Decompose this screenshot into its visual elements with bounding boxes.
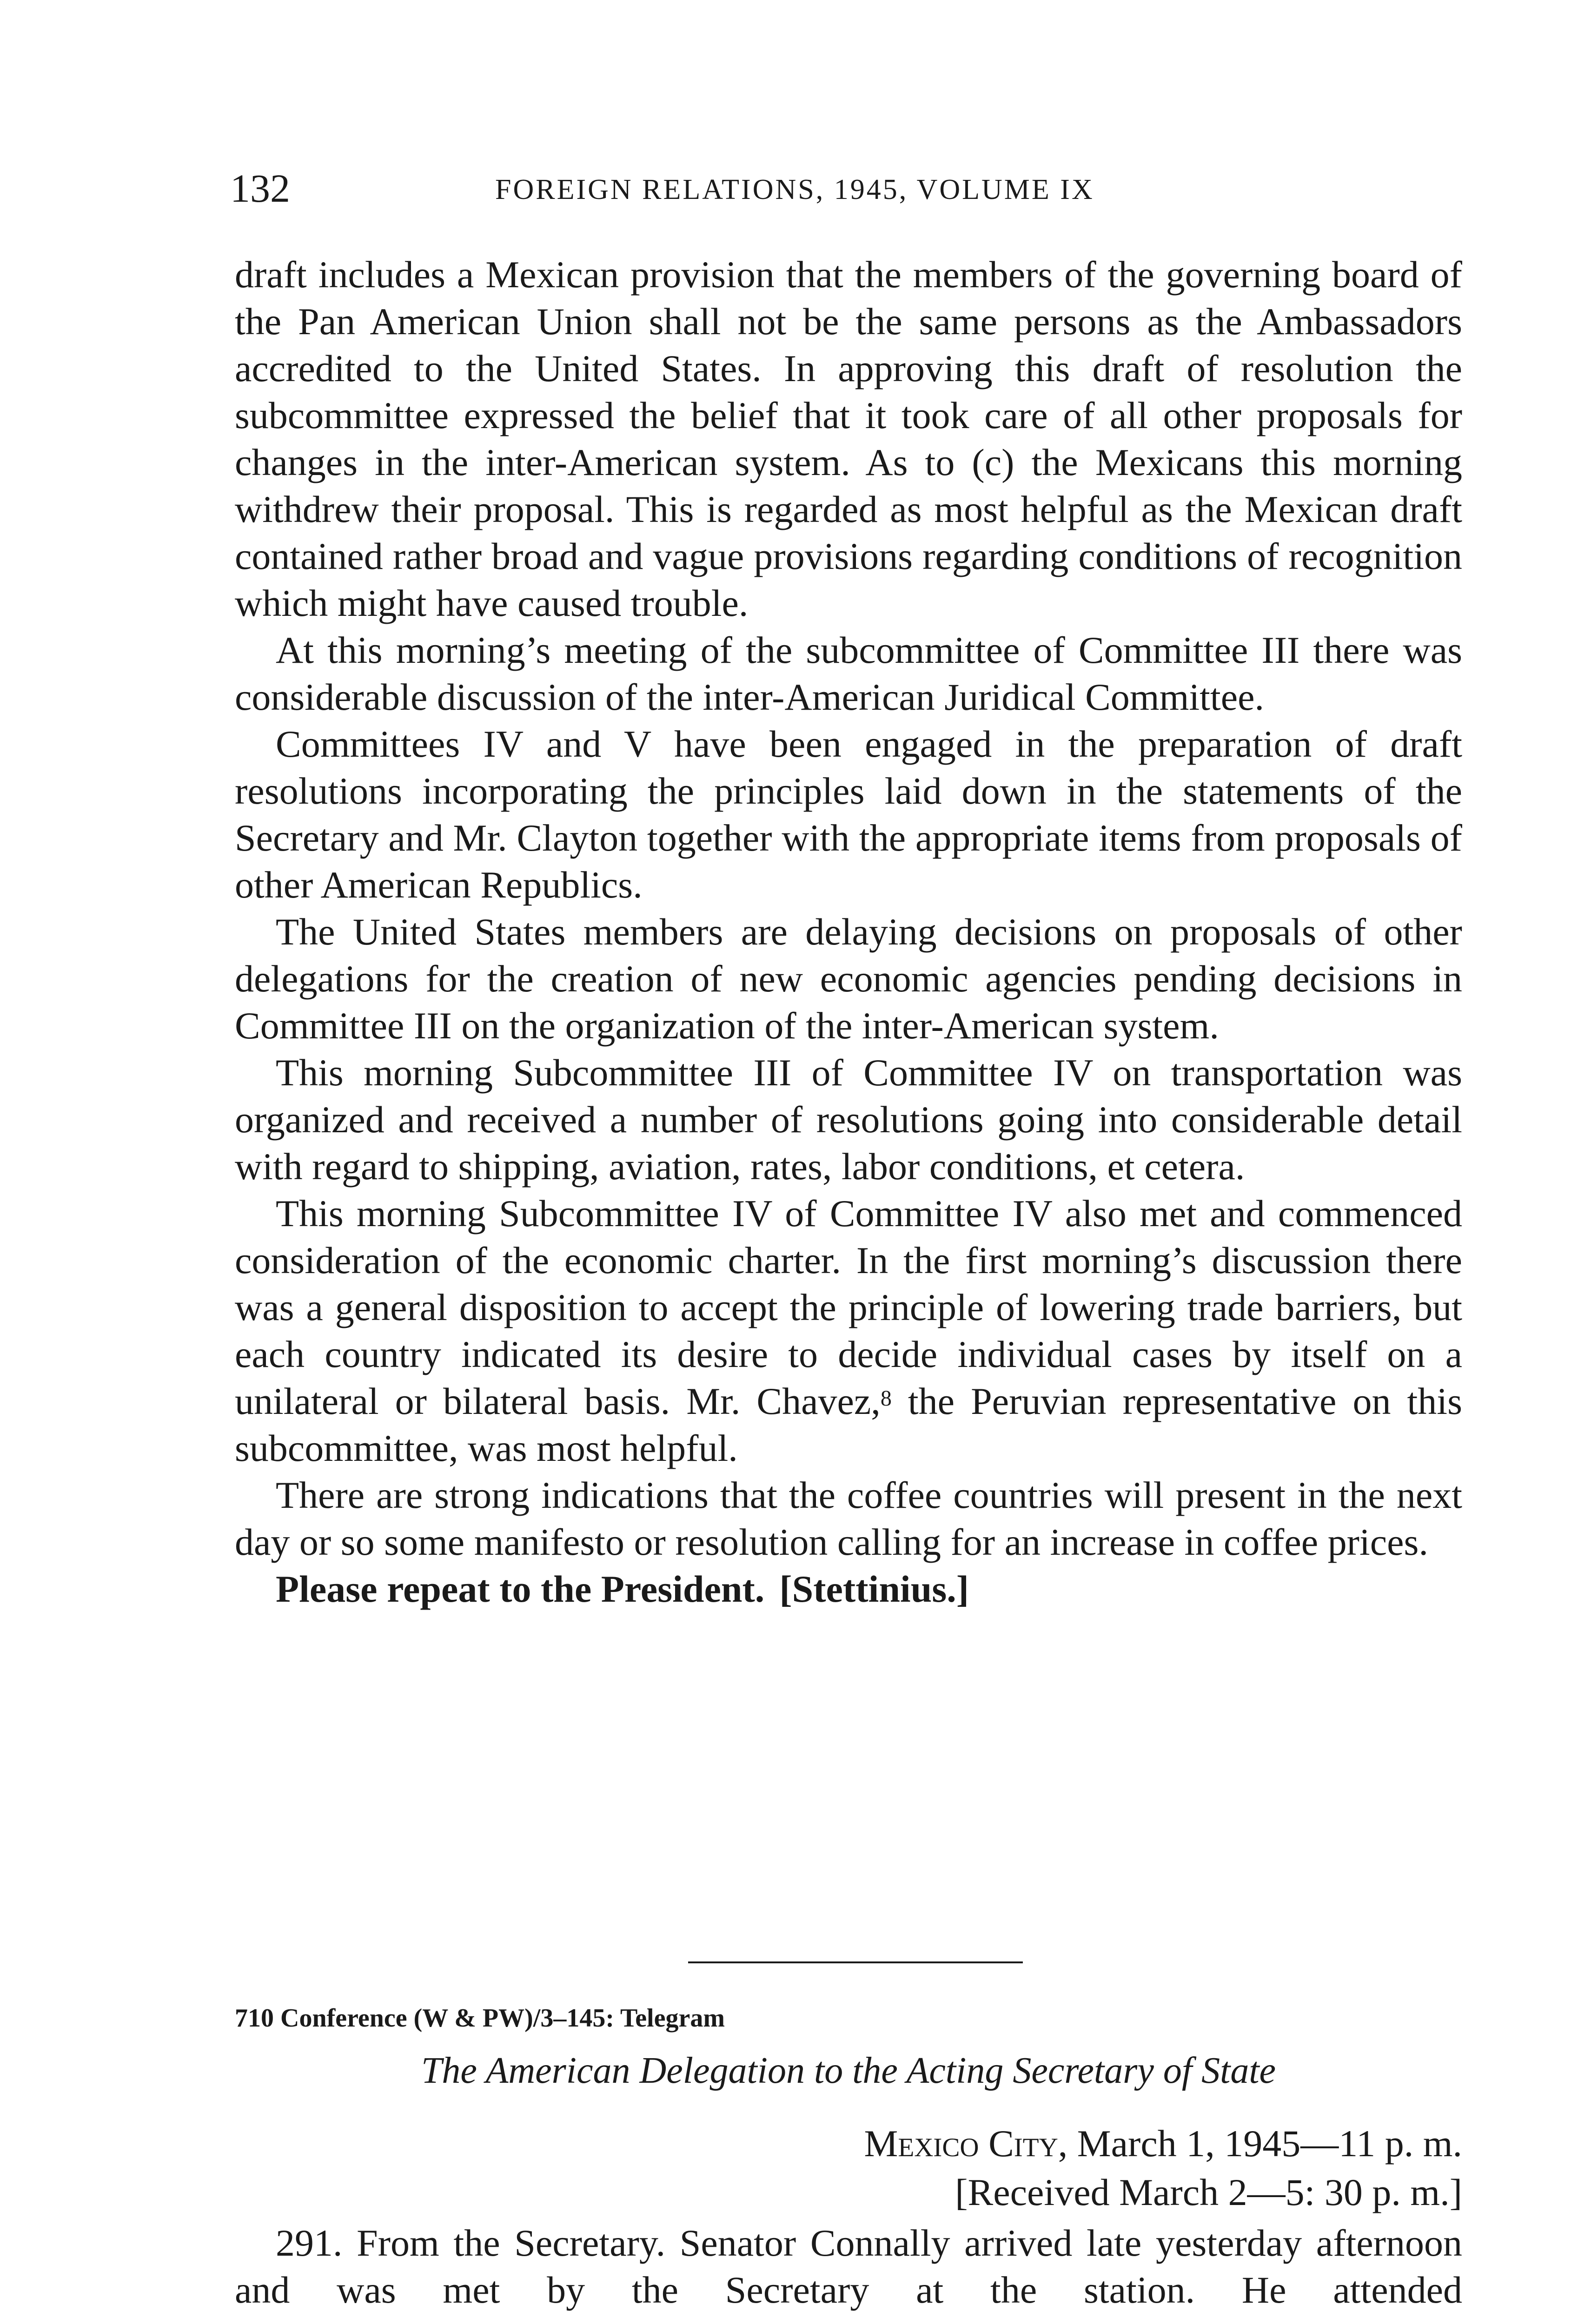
document-reference: 710 Conference (W & PW)/3–145: Telegram <box>235 2004 725 2033</box>
body-text <box>235 251 1462 1612</box>
paragraph-juridical-committee: At this morning’s meeting of the subcommittee of Committee III there was considerable discussion of the inter-American Juridical Committee. <box>235 629 1462 718</box>
paragraph-economic-charter <box>235 1190 1462 1472</box>
message-paragraph: 291. From the Secretary. Senator Connally arrived late yesterday afternoon and was met by the Secretary at the station. He attended <box>235 2222 1462 2311</box>
dateline-place: Mexico City, <box>864 2122 1068 2165</box>
page-number: 132 <box>230 166 290 211</box>
closing-line <box>235 1565 1462 1612</box>
running-title: FOREIGN RELATIONS, 1945, VOLUME IX <box>495 174 1094 205</box>
paragraph-coffee-prices: There are strong indications that the coffee countries will present in the next day or so some manifesto or resolution calling for an increase in coffee prices. <box>235 1474 1462 1563</box>
paragraph-continued: draft includes a Mexican provision that the members of the governing board of the Pan American Union shall not be the same persons as the Ambassadors accredited to the United States. In approving this draft of resolution the subcommittee expressed the belief that it took care of all other proposals for changes in the inter-American system. As to (c) the Mexicans this morning withdrew their proposal. This is regarded as most helpful as the Mexican draft contained rather broad and vague provisions regarding conditions of recognition which might have caused trouble. <box>235 253 1462 624</box>
received-line: [Received March 2—5: 30 p. m.] <box>955 2171 1462 2213</box>
running-head <box>230 165 1472 221</box>
document-heading: The American Delegation to the Acting Secretary of State <box>421 2050 1276 2091</box>
paragraph-transportation: This morning Subcommittee III of Committee IV on transportation was organized and received a number of resolutions going into considerable detail with regard to shipping, aviation, rates, labor conditions, et cetera. <box>235 1051 1462 1188</box>
economic-charter-text-end: the Peruvian representative on this subcommittee, was most helpful. <box>235 1380 1462 1469</box>
dateline <box>235 2122 1462 2166</box>
message-text <box>235 2219 1462 2313</box>
signature: [Stettinius.] <box>779 1568 969 1610</box>
paragraph-committees-iv-v: Committees IV and V have been engaged in the preparation of draft resolutions incorporating the principles laid down in the statements of the Secretary and Mr. Clayton together with the appropriate items from proposals of other American Republics. <box>235 723 1462 906</box>
economic-charter-text: This morning Subcommittee IV of Committee IV also met and commenced consideration of the economic charter. In the first morning’s discussion there was a general disposition to accept the principle of lowering trade barriers, but each country indicated its desire to decide individual cases by itself on a unilateral or bilateral basis. Mr. Chavez, <box>235 1192 1462 1422</box>
section-separator <box>688 1961 1023 1963</box>
dateline-date: March 1, 1945—11 p. m. <box>1077 2122 1462 2165</box>
footnote-reference: 8 <box>880 1386 892 1411</box>
paragraph-economic-agencies: The United States members are delaying decisions on proposals of other delegations for the creation of new economic agencies pending decisions in Committee III on the organization of the inter-American system. <box>235 911 1462 1047</box>
closing-text: Please repeat to the President. <box>276 1568 765 1610</box>
